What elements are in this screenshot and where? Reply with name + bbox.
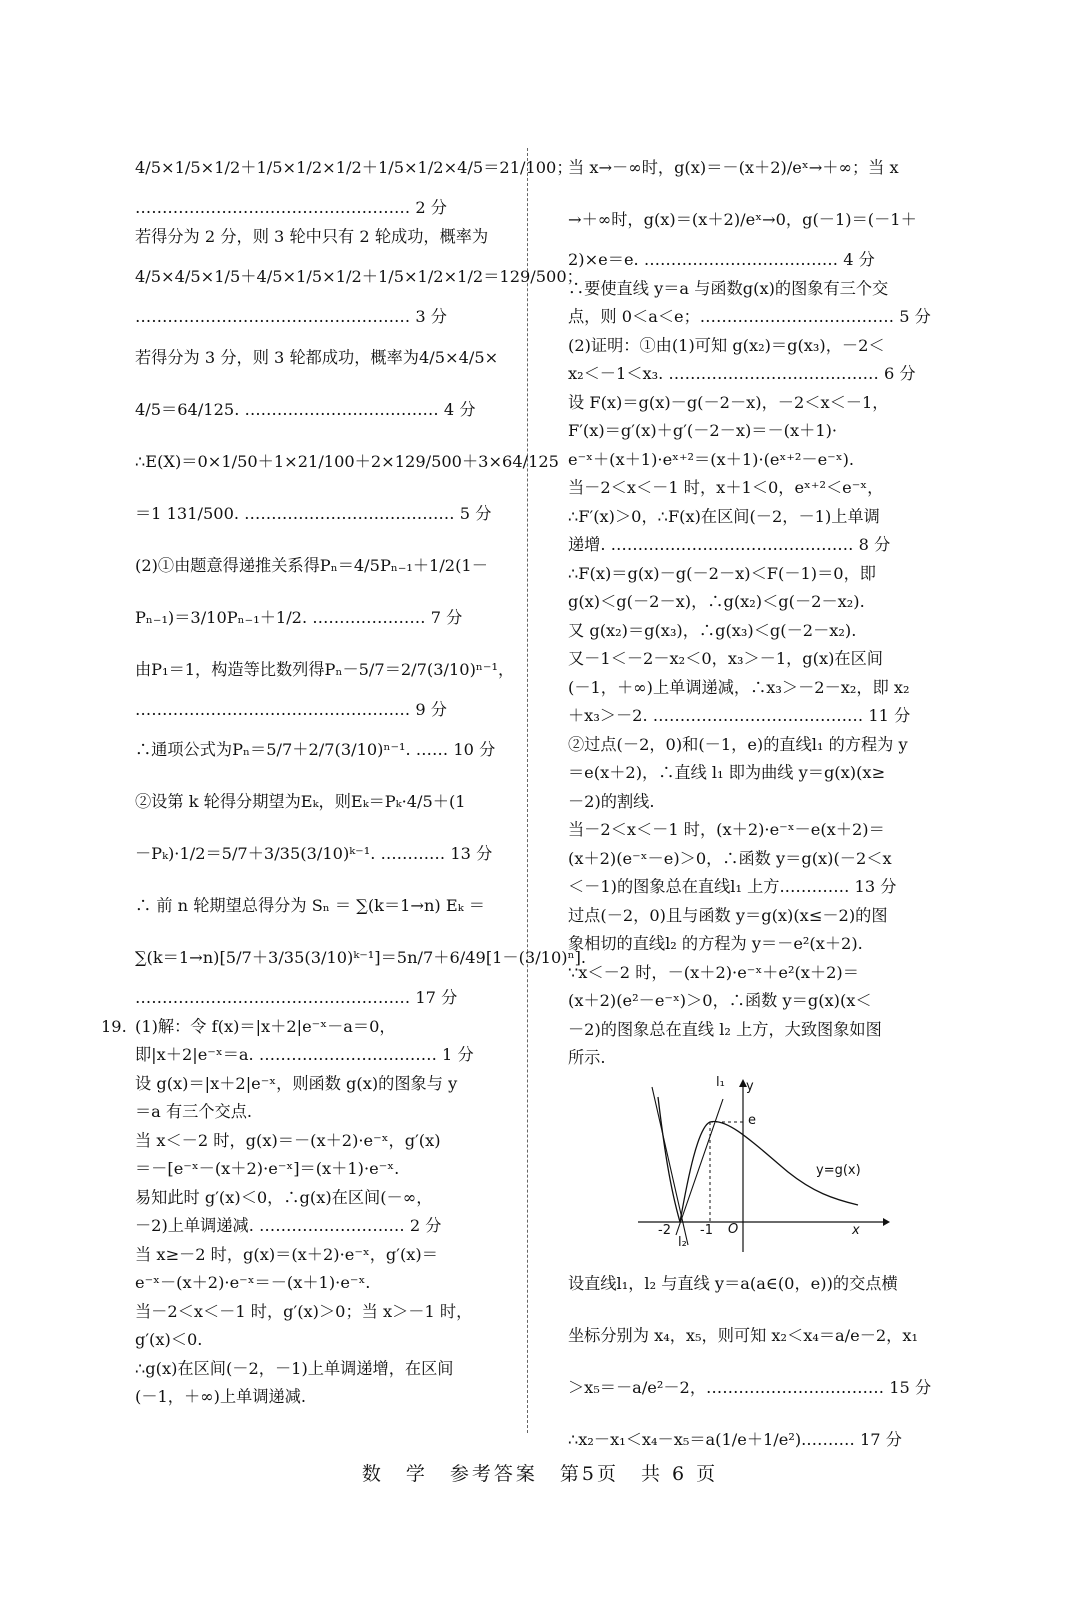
text-line: 又 g(x₂)＝g(x₃)，∴g(x₃)＜g(－2－x₂).: [568, 620, 857, 640]
text-line: 易知此时 g′(x)＜0，∴g(x)在区间(－∞，: [135, 1187, 433, 1207]
text-line: ∴x₂－x₁＜x₄－x₅＝a(1/e＋1/e²).……… 17 分: [568, 1429, 902, 1449]
text-line: －Pₖ)·1/2＝5/7＋3/35(3/10)ᵏ⁻¹. ………… 13 分: [135, 844, 493, 863]
text-line: ＝－[e⁻ˣ－(x＋2)·e⁻ˣ]＝(x＋1)·e⁻ˣ.: [135, 1159, 400, 1178]
text-line: g(x)＜g(－2－x)，∴g(x₂)＜g(－2－x₂).: [568, 592, 865, 611]
text-line: x₂＜－1＜x₃. ………………………………… 6 分: [568, 364, 916, 383]
label-curve: y=g(x): [816, 1162, 861, 1178]
right-column: [568, 142, 953, 1466]
text-line: ∴ 前 n 轮期望总得分为 Sₙ ＝ ∑(k＝1→n) Eₖ ＝: [135, 896, 485, 915]
text-line: ∴F(x)＝g(x)－g(－2－x)＜F(－1)＝0，即: [568, 563, 876, 583]
text-line: 点，则 0＜a＜e；……………………………… 5 分: [568, 307, 931, 326]
text-line: →＋∞时，g(x)＝(x＋2)/eˣ→0，g(－1)＝(－1＋: [568, 210, 917, 229]
line-l1: [676, 1099, 723, 1235]
text-line: 当 x→－∞时，g(x)＝－(x＋2)/eˣ→＋∞；当 x: [568, 158, 899, 177]
text-line: (x＋2)(e²－e⁻ˣ)＞0，∴函数 y＝g(x)(x＜: [568, 991, 872, 1010]
text-line: 设直线l₁，l₂ 与直线 y＝a(a∈(0，e))的交点横: [568, 1273, 898, 1293]
text-line: ∵x＜－2 时，－(x＋2)·e⁻ˣ＋e²(x＋2)＝: [568, 962, 859, 982]
text-line: ∴E(X)＝0×1/50＋1×21/100＋2×129/500＋3×64/125: [135, 451, 559, 471]
text-line: 递增. ……………………………………… 8 分: [568, 535, 891, 554]
label-l2: l₂: [678, 1234, 687, 1250]
text-line: ＞x₅＝－a/e²－2，…………………………… 15 分: [568, 1377, 932, 1397]
text-line: ＜－1)的图象总在直线l₁ 上方.………… 13 分: [568, 877, 897, 896]
text-line: 当－2＜x＜－1 时，g′(x)＞0；当 x＞－1 时，: [135, 1301, 473, 1321]
text-line: (x＋2)(e⁻ˣ－e)＞0，∴函数 y＝g(x)(－2＜x: [568, 848, 892, 868]
text-line: ＋x₃＞－2. ………………………………… 11 分: [568, 706, 911, 725]
text-line: …………………………………………… 2 分: [135, 198, 447, 217]
text-line: 当 x＜－2 时，g(x)＝－(x＋2)·e⁻ˣ，g′(x): [135, 1130, 441, 1150]
text-line: 象相切的直线l₂ 的方程为 y＝－e²(x＋2).: [568, 934, 863, 953]
text-line: 4/5×4/5×1/5＋4/5×1/5×1/2＋1/5×1/2×1/2＝129/500；: [135, 267, 583, 286]
text-line: (2)①由题意得递推关系得Pₙ＝4/5Pₙ₋₁＋1/2(1－: [135, 555, 488, 575]
text-line: 由P₁＝1，构造等比数列得Pₙ－5/7＝2/7(3/10)ⁿ⁻¹，: [135, 659, 515, 679]
text-line: ∴g(x)在区间(－2，－1)上单调递增，在区间: [135, 1358, 454, 1378]
right-lines: [568, 142, 953, 1073]
text-line: 即|x＋2|e⁻ˣ＝a. …………………………… 1 分: [135, 1045, 474, 1064]
text-line: …………………………………………… 9 分: [135, 699, 447, 719]
label-y: y: [746, 1078, 754, 1094]
text-line: e⁻ˣ＋(x＋1)·eˣ⁺²＝(x＋1)·(eˣ⁺²－e⁻ˣ).: [568, 449, 855, 469]
text-line: ∑(k＝1→n)[5/7＋3/35(3/10)ᵏ⁻¹]＝5n/7＋6/49[1－(3/10)ⁿ].: [135, 948, 587, 967]
text-line: 设 F(x)＝g(x)－g(－2－x)，－2＜x＜－1，: [568, 392, 889, 412]
text-line: 若得分为 2 分，则 3 轮中只有 2 轮成功，概率为: [135, 226, 489, 246]
text-line: (2)证明：①由(1)可知 g(x₂)＝g(x₃)，－2＜: [568, 335, 885, 355]
text-line: (1)解：令 f(x)＝|x＋2|e⁻ˣ－a＝0， 19.: [135, 1013, 517, 1042]
text-line: 4/5＝64/125. ……………………………… 4 分: [135, 399, 476, 419]
label-neg1: -1: [700, 1222, 713, 1238]
text-line: ＝e(x＋2)，∴直线 l₁ 即为曲线 y＝g(x)(x≥: [568, 763, 886, 782]
text-line: 又－1＜－2－x₂＜0，x₃＞－1，g(x)在区间: [568, 649, 883, 668]
text-line: e⁻ˣ－(x＋2)·e⁻ˣ＝－(x＋1)·e⁻ˣ.: [135, 1273, 371, 1292]
text-line: 2)×e＝e. ……………………………… 4 分: [568, 250, 875, 269]
text-line: F′(x)＝g′(x)＋g′(－2－x)＝－(x＋1)·: [568, 421, 838, 440]
page-footer: 数 学 参考答案 第5页 共 6 页: [361, 1463, 719, 1485]
text-line: －2)的图象总在直线 l₂ 上方，大致图象如图: [568, 1019, 882, 1039]
text-line: 当－2＜x＜－1 时，(x＋2)·e⁻ˣ－e(x＋2)＝: [568, 820, 885, 839]
text-line: 坐标分别为 x₄，x₅，则可知 x₂＜x₄＝a/e－2，x₁: [568, 1325, 918, 1345]
text-line: ∴F′(x)＞0，∴F(x)在区间(－2，－1)上单调: [568, 506, 880, 526]
text-line: －2)上单调递减. ……………………… 2 分: [135, 1216, 442, 1235]
text-line: ②过点(－2，0)和(－1，e)的直线l₁ 的方程为 y: [568, 734, 908, 754]
text-line: 当 x≥－2 时，g(x)＝(x＋2)·e⁻ˣ，g′(x)＝: [135, 1244, 438, 1264]
text-line: －2)的割线.: [568, 791, 655, 811]
text-line: 4/5×1/5×1/2＋1/5×1/2×1/2＋1/5×1/2×4/5＝21/100；: [135, 158, 573, 177]
text-line: Pₙ₋₁)＝3/10Pₙ₋₁＋1/2. ………………… 7 分: [135, 607, 463, 627]
text-line: 所示.: [568, 1048, 606, 1067]
label-e: e: [748, 1112, 756, 1128]
label-neg2: -2: [658, 1222, 671, 1238]
text-line: ＝1 131/500. ………………………………… 5 分: [135, 503, 492, 523]
text-line: ∴通项公式为Pₙ＝5/7＋2/7(3/10)ⁿ⁻¹. …… 10 分: [135, 740, 496, 759]
text-line: ∴要使直线 y＝a 与函数g(x)的图象有三个交: [568, 278, 889, 298]
x-axis-arrow: [883, 1218, 890, 1226]
text-line: (－1，＋∞)上单调递减.: [135, 1387, 307, 1406]
text-line: 设 g(x)＝|x＋2|e⁻ˣ，则函数 g(x)的图象与 y: [135, 1073, 458, 1093]
label-x: x: [852, 1222, 860, 1238]
text-line: ②设第 k 轮得分期望为Eₖ，则Eₖ＝Pₖ·4/5＋(1: [135, 792, 466, 811]
text-line: ＝a 有三个交点.: [135, 1102, 253, 1121]
text-line: …………………………………………… 17 分: [135, 988, 458, 1007]
function-graph-figure: [568, 1074, 953, 1252]
right-after-lines: [568, 1258, 953, 1466]
column-divider: [527, 148, 528, 1433]
label-l1: l₁: [716, 1074, 725, 1090]
text-line: g′(x)＜0.: [135, 1330, 203, 1349]
line-l2: [652, 1087, 688, 1245]
text-line: 当－2＜x＜－1 时，x＋1＜0，eˣ⁺²＜e⁻ˣ，: [568, 478, 884, 497]
text-line: …………………………………………… 3 分: [135, 307, 447, 326]
text-line: 若得分为 3 分，则 3 轮都成功，概率为4/5×4/5×: [135, 347, 499, 367]
label-origin: O: [728, 1221, 739, 1237]
text-line: 过点(－2，0)且与函数 y＝g(x)(x≤－2)的图: [568, 905, 888, 925]
text-line: (－1，＋∞)上单调递减，∴x₃＞－2－x₂，即 x₂: [568, 677, 910, 697]
question-number: 19.: [101, 1016, 127, 1036]
